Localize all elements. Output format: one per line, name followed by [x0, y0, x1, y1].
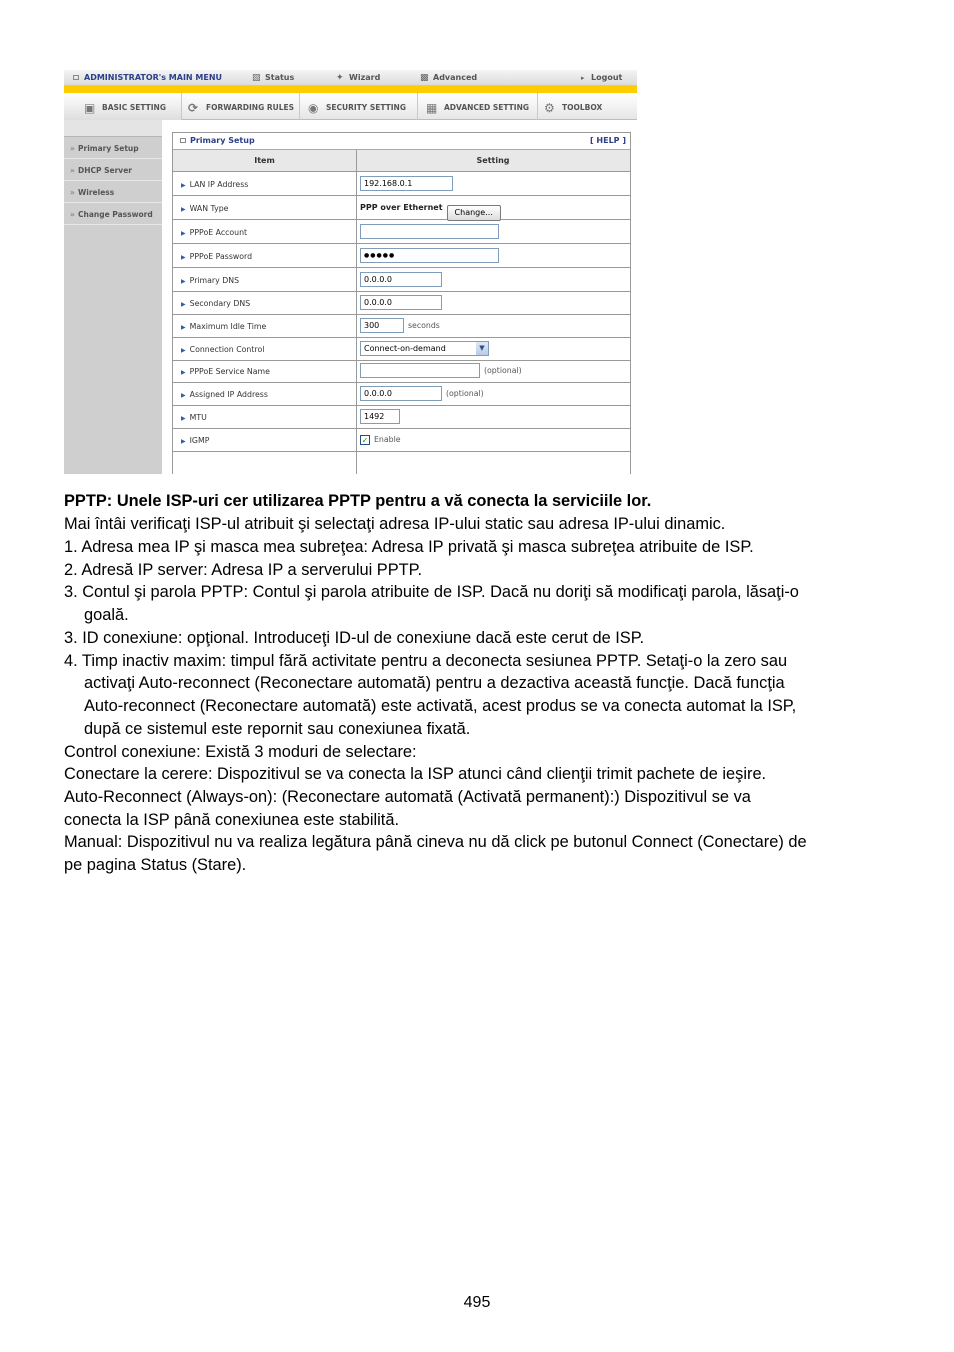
seconds-unit: seconds [408, 321, 440, 330]
bullet-icon: » [70, 144, 75, 153]
max-idle-time-input[interactable]: 300 [360, 318, 404, 333]
row-label: ▶ PPPoE Account [181, 228, 248, 237]
toolbox-icon: ⚙ [544, 101, 555, 115]
row-primary-dns [173, 269, 630, 292]
secondary-dns-input[interactable]: 0.0.0.0 [360, 295, 442, 310]
list-item-continuation: goală. [84, 606, 129, 624]
row-connection-control [173, 338, 630, 361]
admin-main-menu[interactable]: ADMINISTRATOR's MAIN MENU [73, 73, 222, 82]
pppoe-account-input[interactable] [360, 224, 499, 239]
chevron-down-icon: ▼ [476, 342, 488, 355]
tab-advanced-setting[interactable]: ▦ ADVANCED SETTING [418, 93, 538, 120]
row-label: ▶ Maximum Idle Time [181, 322, 267, 331]
row-lan-ip [173, 173, 630, 196]
wizard-link[interactable]: ✦ Wizard [336, 73, 381, 83]
sidebar [64, 120, 162, 474]
tab-toolbox[interactable]: ⚙ TOOLBOX [544, 101, 603, 115]
forwarding-icon: ⟳ [188, 101, 199, 115]
connection-control-select[interactable]: Connect-on-demand ▼ [360, 341, 489, 356]
list-item: 4. Timp inactiv maxim: timpul fără activitate pentru a deconecta sesiunea PPTP. Setaţi-o la zero sau [64, 652, 788, 670]
sidebar-item-primary-setup[interactable]: » Primary Setup [64, 137, 162, 159]
sidebar-item-wireless[interactable]: » Wireless [64, 181, 162, 203]
list-item-continuation: activaţi Auto-reconnect (Reconectare automată) pentru a dezactiva această funcţie. Dacă funcţia [84, 674, 785, 692]
main-tabs [64, 93, 637, 120]
page-number: 495 [463, 1294, 491, 1311]
column-item: Item [254, 156, 275, 165]
accent-bar [64, 86, 637, 93]
arrow-bullet-icon: ▶ [181, 278, 186, 285]
advanced-setting-icon: ▦ [426, 101, 438, 115]
list-item: 3. ID conexiune: opţional. Introduceţi ID-ul de conexiune dacă este cerut de ISP. [64, 629, 645, 647]
advanced-icon: ▩ [420, 73, 429, 83]
row-label: ▶ Secondary DNS [181, 299, 251, 308]
arrow-bullet-icon: ▶ [181, 206, 186, 213]
paragraph-line: pe pagina Status (Stare). [64, 856, 247, 874]
list-item: 2. Adresă IP server: Adresa IP a serverului PPTP. [64, 561, 423, 579]
optional-note: (optional) [446, 389, 484, 398]
column-header [173, 150, 630, 172]
row-pppoe-service-name [173, 360, 630, 383]
arrow-bullet-icon: ▶ [181, 369, 186, 376]
help-link[interactable]: [ HELP ] [589, 136, 626, 145]
tab-basic-setting[interactable]: ▣ BASIC SETTING [64, 93, 182, 120]
assigned-ip-input[interactable]: 0.0.0.0 [360, 386, 442, 401]
panel-header [173, 133, 630, 150]
row-mtu [173, 406, 630, 429]
row-secondary-dns [173, 292, 630, 315]
list-item-continuation: după ce sistemul este repornit sau conexiunea fixată. [84, 720, 471, 738]
paragraph-line: Manual: Dispozitivul nu va realiza legătura până cineva nu dă click pe butonul Connect (Conectare) de [64, 833, 807, 851]
router-screenshot [64, 70, 637, 474]
row-label: ▶ PPPoE Password [181, 252, 253, 261]
wizard-icon: ✦ [336, 73, 344, 83]
panel-square-icon [180, 138, 186, 143]
pppoe-service-name-input[interactable] [360, 363, 480, 378]
sidebar-item-change-password[interactable]: » Change Password [64, 203, 162, 225]
row-label: ▶ PPPoE Service Name [181, 367, 270, 376]
paragraph-line: conecta la ISP până conexiunea este stabilită. [64, 811, 400, 829]
primary-setup-panel [172, 132, 631, 474]
row-igmp [173, 429, 630, 452]
basic-setting-icon: ▣ [84, 101, 96, 115]
tab-forwarding-rules[interactable]: ⟳ FORWARDING RULES [182, 93, 300, 120]
row-max-idle-time [173, 315, 630, 338]
optional-note: (optional) [484, 366, 522, 375]
lan-ip-input[interactable]: 192.168.0.1 [360, 176, 453, 191]
panel-title: Primary Setup [180, 136, 255, 145]
bullet-icon: » [70, 210, 75, 219]
row-wan-type [173, 197, 630, 220]
row-label: ▶ Assigned IP Address [181, 390, 268, 399]
sidebar-item-dhcp-server[interactable]: » DHCP Server [64, 159, 162, 181]
status-icon: ▧ [252, 73, 261, 83]
arrow-bullet-icon: ▶ [181, 324, 186, 331]
bullet-icon: » [70, 166, 75, 175]
paragraph-line: Conectare la cerere: Dispozitivul se va conecta la ISP atunci când clienţii trimit pachete de ieşire. [64, 765, 767, 783]
change-button[interactable]: Change... [447, 205, 501, 221]
paragraph-line: Auto-Reconnect (Always-on): (Reconectare automată (Activată permanent):) Dispozitivul se va [64, 788, 751, 806]
arrow-bullet-icon: ▶ [181, 392, 186, 399]
column-divider [356, 150, 357, 474]
arrow-bullet-icon: ▶ [181, 347, 186, 354]
igmp-checkbox[interactable]: ✓ [361, 436, 369, 445]
row-assigned-ip [173, 383, 630, 406]
bullet-icon: » [70, 188, 75, 197]
enable-label: Enable [374, 435, 401, 444]
row-label: ▶ IGMP [181, 436, 210, 445]
list-item-continuation: Auto-reconnect (Reconectare automată) este activată, acest produs se va conecta automat la ISP, [84, 697, 797, 715]
mtu-input[interactable]: 1492 [360, 409, 400, 424]
column-setting: Setting [476, 156, 510, 165]
paragraph-line: Mai întâi verificaţi ISP-ul atribuit şi selectaţi adresa IP-ului static sau adresa IP-ului dinamic. [64, 515, 726, 533]
logout-link[interactable]: ▸ Logout [581, 73, 623, 82]
row-label: ▶ Primary DNS [181, 276, 240, 285]
arrow-bullet-icon: ▶ [181, 438, 186, 445]
row-label: ▶ WAN Type [181, 204, 229, 213]
security-icon: ◉ [308, 101, 319, 115]
arrow-bullet-icon: ▶ [181, 254, 186, 261]
wan-type-value: PPP over Ethernet [360, 203, 443, 212]
arrow-bullet-icon: ▶ [181, 301, 186, 308]
row-pppoe-account [173, 221, 630, 244]
pppoe-password-input[interactable]: ●●●●● [360, 248, 499, 263]
list-item: 3. Contul şi parola PPTP: Contul şi parola atribuite de ISP. Dacă nu doriţi să modificaţi parola, lăsaţi-o [64, 583, 799, 601]
row-label: ▶ Connection Control [181, 345, 265, 354]
advanced-link[interactable]: ▩ Advanced [420, 73, 478, 83]
sidebar-header [64, 120, 162, 137]
status-link[interactable]: ▧ Status [252, 73, 295, 83]
menu-square-icon [73, 75, 79, 80]
arrow-bullet-icon: ▶ [181, 182, 186, 189]
primary-dns-input[interactable]: 0.0.0.0 [360, 272, 442, 287]
paragraph-line: Control conexiune: Există 3 moduri de selectare: [64, 743, 417, 761]
list-item: 1. Adresa mea IP şi masca mea subreţea: Adresa IP privată şi masca subreţea atribuite de ISP. [64, 538, 754, 556]
top-menu-bar [64, 70, 637, 86]
tab-security-setting[interactable]: ◉ SECURITY SETTING [300, 93, 418, 120]
arrow-bullet-icon: ▶ [181, 230, 186, 237]
arrow-right-icon: ▸ [581, 74, 585, 82]
row-label: ▶ LAN IP Address [181, 180, 249, 189]
arrow-bullet-icon: ▶ [181, 415, 186, 422]
row-pppoe-password [173, 245, 630, 268]
section-heading: PPTP: Unele ISP-uri cer utilizarea PPTP pentru a vă conecta la serviciile lor. [64, 492, 652, 510]
row-label: ▶ MTU [181, 413, 207, 422]
